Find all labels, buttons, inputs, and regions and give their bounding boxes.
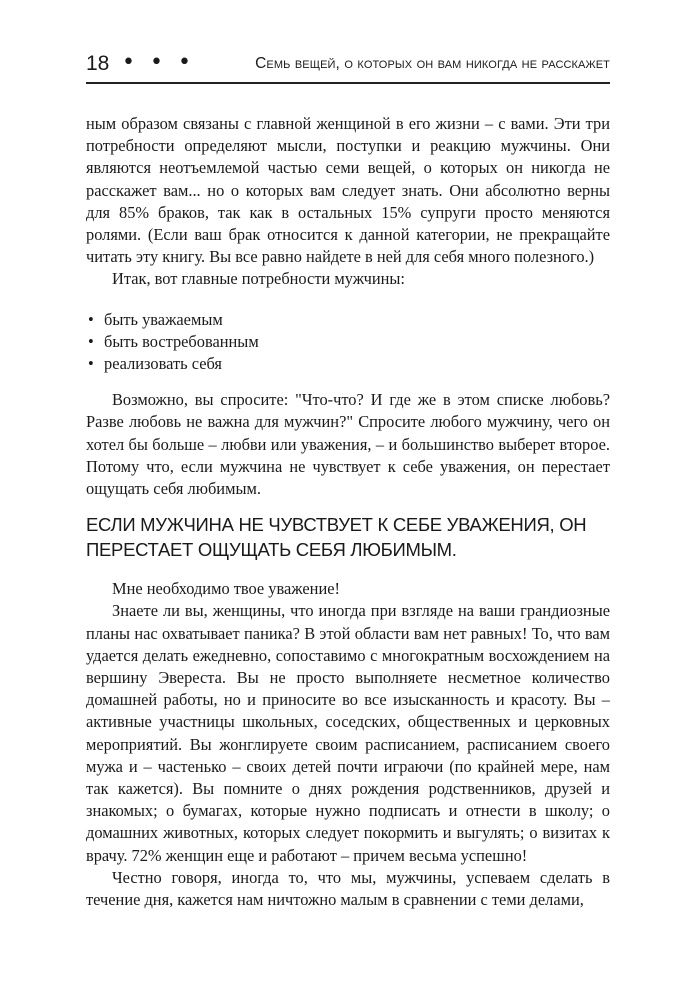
callout-quote: ЕСЛИ МУЖЧИНА НЕ ЧУВСТВУЕТ К СЕБЕ УВАЖЕНИЯ, ОН ПЕРЕСТАЕТ ОЩУЩАТЬ СЕБЯ ЛЮБИМЫМ. [86,514,587,561]
paragraph-love-question: Возможно, вы спросите: "Что-что? И где же в этом списке любовь? Разве любовь не важна для мужчин?" Спросите любого мужчину, чего он хотел бы больше – любви или уважения, – и большинство выберет второе. Потому что, если мужчина не чувствует к себе уважения, он перестает ощущать себя любимым. [86,390,610,499]
paragraph-women-plans: Знаете ли вы, женщины, что иногда при взгляде на ваши грандиозные планы нас охватывает паника? В этой области вам нет равных! То, что вам удается делать ежедневно, сопоставимо с многократным восхождением на вершину Эвереста. Вы не просто выполняете несметное количество домашней работы, но и приносите во все изысканность и красоту. Вы – активные участницы школьных, соседских, общественных и церковных мероприятий. Вы жонглируете своим расписанием, расписанием своего мужа и – частенько – своих детей почти играючи (по крайней мере, нам так кажется). Вы помните о днях рождения родственников, друзей и знакомых; о бумагах, которые нужно подписать и отнести в школу; о домашних животных, которых следует покормить и выгулять; о визитах к врачу. 72% женщин еще и работают – причем весьма успешно! [86,601,610,865]
page-body [86,113,610,911]
paragraph-honestly: Честно говоря, иногда то, что мы, мужчины, успеваем сделать в течение дня, кажется нам ничтожно малым в сравнении с теми делами, [86,867,610,910]
list-item: • реализовать себя [88,353,610,375]
needs-list [88,309,610,376]
list-item: • быть востребованным [88,331,610,353]
running-header [86,48,610,82]
header-rule [86,82,610,84]
running-title: Семь вещей, о которых он вам никогда не расскажет [255,55,610,72]
page-number: 18 [86,52,110,75]
paragraph-respect-heading: Мне необходимо твое уважение! [112,579,340,599]
paragraph-needs-intro: Итак, вот главные потребности мужчины: [112,269,405,289]
header-bullets: • • • [122,50,195,75]
paragraph-continuation: ным образом связаны с главной женщиной в его жизни – с вами. Эти три потребности определяют мысли, поступки и реакцию мужчины. Они являются неотъемлемой частью семи вещей, о которых он никогда не расскажет вам... но о которых вам следует знать. Они абсолютно верны для 85% браков, так как в остальных 15% супруги просто меняются ролями. (Если ваш брак относится к данной категории, не прекращайте читать эту книгу. Вы все равно найдете в ней для себя много полезного.) [86,114,610,267]
list-item: • быть уважаемым [88,309,610,331]
